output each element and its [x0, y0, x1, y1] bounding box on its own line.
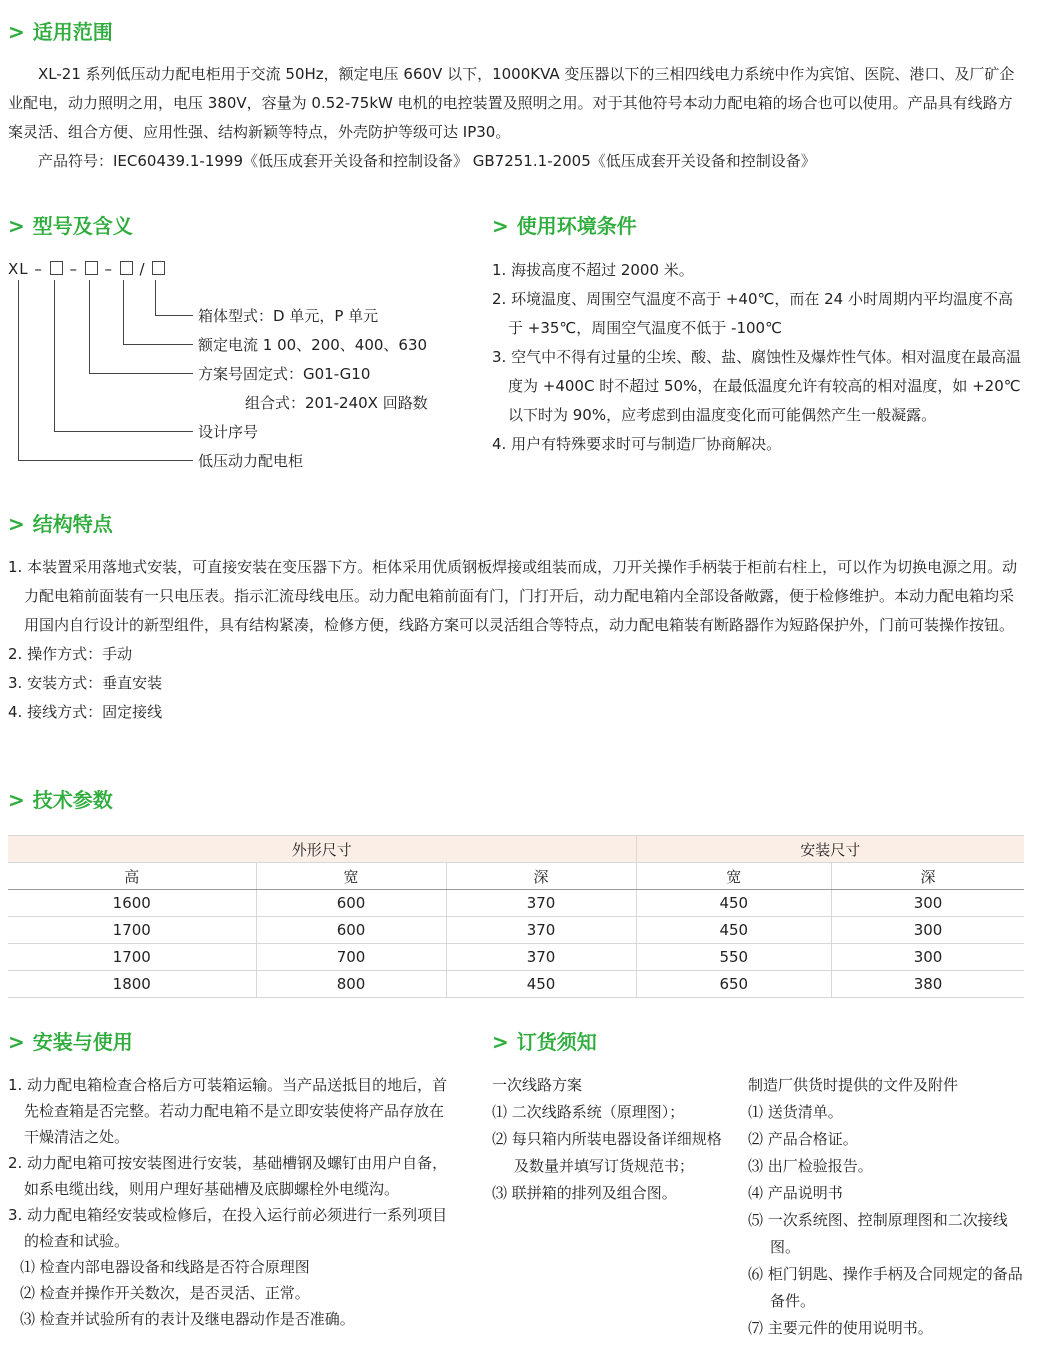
table-cell: 600 — [256, 890, 446, 917]
model-label-cabinet: 低压动力配电柜 — [198, 452, 304, 470]
table-cell: 700 — [256, 944, 446, 971]
table-column-header — [8, 863, 1024, 890]
connector-line — [18, 460, 193, 461]
table-cell: 380 — [832, 971, 1024, 998]
list-item: 3. 空气中不得有过量的尘埃、酸、盐、腐蚀性及爆炸性气体。相对温度在最高温度为 +400C 时不超过 50%，在最低温度允许有较高的相对温度，如 +20℃以下时为 90%，应考虑到由温度变化而可能偶然产生一般凝露。 — [492, 348, 1022, 424]
connector-line — [89, 373, 193, 374]
table-row — [8, 890, 1024, 917]
list-item: ⑵ 产品合格证。 — [748, 1130, 858, 1148]
model-label-design-serial: 设计序号 — [198, 423, 259, 441]
list-item: 4. 接线方式：固定接线 — [8, 703, 163, 721]
connector-line — [155, 315, 193, 316]
model-box — [85, 261, 98, 275]
section-title-scope — [8, 16, 113, 45]
chevron-right-icon: > — [8, 214, 25, 238]
table-group-header — [8, 836, 1024, 863]
list-item: ⑹ 柜门钥匙、操作手柄及合同规定的备品备件。 — [748, 1265, 1023, 1310]
section-title-text: 适用范围 — [32, 20, 113, 44]
section-title-text: 结构特点 — [32, 512, 113, 536]
connector-line — [123, 344, 193, 345]
section-title-model — [8, 210, 133, 239]
table-cell: 1600 — [8, 890, 256, 917]
order-col1-head: 一次线路方案 — [492, 1076, 583, 1094]
table-cell: 550 — [636, 944, 832, 971]
column-header: 高 — [8, 863, 256, 890]
chevron-right-icon: > — [492, 214, 509, 238]
model-label-scheme-combined: 组合式：201-240X 回路数 — [245, 394, 428, 412]
table-cell: 1700 — [8, 944, 256, 971]
list-item: 1. 本装置采用落地式安装，可直接安装在变压器下方。柜体采用优质钢板焊接或组装而成，刀开关操作手柄装于柜前右柱上，可以作为切换电源之用。动力配电箱前面装有一只电压表。指示汇流母线电压。动力配电箱前面有门，门打开后，动力配电箱内全部设备敞露，便于检修维护。本动力配电箱均采用国内自行设计的新型组件，具有结构紧凑，检修方便，线路方案可以灵活组合等特点，动力配电箱装有断路器作为短路保护外，门前可装操作按钮。 — [8, 558, 1018, 634]
list-subitem: ⑶ 检查并试验所有的表计及继电器动作是否准确。 — [20, 1310, 355, 1328]
model-label-scheme-fixed: 方案号固定式：G01-G10 — [198, 365, 371, 383]
chevron-right-icon: > — [8, 1030, 25, 1054]
model-label-rated-current: 额定电流 1 00、200、400、630 — [198, 336, 428, 354]
table-cell: 650 — [636, 971, 832, 998]
model-code: XL – – – / — [8, 260, 166, 278]
list-item: 3. 安装方式：垂直安装 — [8, 674, 163, 692]
table-cell: 300 — [832, 890, 1024, 917]
list-item: ⑺ 主要元件的使用说明书。 — [748, 1319, 933, 1337]
section-title-tech — [8, 784, 113, 813]
list-item: ⑴ 二次线路系统（原理图）； — [492, 1103, 685, 1121]
section-title-structure — [8, 508, 113, 537]
list-item: 2. 环境温度、周围空气温度不高于 +40℃，而在 24 小时周期内平均温度不高于 +35℃，周围空气温度不低于 -100℃ — [492, 290, 1013, 337]
section-title-text: 技术参数 — [32, 788, 113, 812]
structure-list — [8, 553, 1026, 727]
column-header: 宽 — [636, 863, 832, 890]
list-item: 2. 操作方式：手动 — [8, 645, 133, 663]
table-cell: 370 — [446, 944, 636, 971]
connector-line — [89, 280, 90, 373]
connector-line — [18, 280, 19, 460]
section-title-text: 安装与使用 — [32, 1030, 133, 1054]
table-cell: 800 — [256, 971, 446, 998]
column-header: 宽 — [256, 863, 446, 890]
table-cell: 1800 — [8, 971, 256, 998]
column-header: 深 — [832, 863, 1024, 890]
list-item: ⑴ 送货清单。 — [748, 1103, 843, 1121]
group-header-outline: 外形尺寸 — [8, 836, 636, 863]
table-cell: 1700 — [8, 917, 256, 944]
list-item: 1. 海拔高度不超过 2000 米。 — [492, 261, 694, 279]
connector-line — [123, 280, 124, 344]
section-title-environment — [492, 210, 637, 239]
table-row — [8, 944, 1024, 971]
environment-list — [492, 256, 1025, 459]
section-title-text: 订货须知 — [516, 1030, 597, 1054]
section-title-text: 使用环境条件 — [516, 214, 637, 238]
table-cell: 600 — [256, 917, 446, 944]
chevron-right-icon: > — [8, 20, 25, 44]
list-item: ⑶ 出厂检验报告。 — [748, 1157, 873, 1175]
table-cell: 300 — [832, 917, 1024, 944]
list-item: 4. 用户有特殊要求时可与制造厂协商解决。 — [492, 435, 782, 453]
table-cell: 300 — [832, 944, 1024, 971]
list-item: ⑷ 产品说明书 — [748, 1184, 843, 1202]
scope-text — [8, 60, 1026, 176]
table-cell: 370 — [446, 890, 636, 917]
order-column-2 — [748, 1072, 1026, 1342]
tech-params-table — [8, 835, 1024, 998]
table-row — [8, 971, 1024, 998]
model-box — [120, 261, 133, 275]
chevron-right-icon: > — [8, 512, 25, 536]
group-header-install: 安装尺寸 — [636, 836, 1024, 863]
model-code-prefix: XL — [8, 260, 29, 278]
chevron-right-icon: > — [492, 1030, 509, 1054]
list-item: ⑸ 一次系统图、控制原理图和二次接线图。 — [748, 1211, 1008, 1256]
scope-paragraph-2: 产品符号：IEC60439.1-1999《低压成套开关设备和控制设备》 GB7251.1-2005《低压成套开关设备和控制设备》 — [38, 152, 816, 170]
section-title-install — [8, 1026, 133, 1055]
connector-line — [54, 431, 193, 432]
table-cell: 450 — [446, 971, 636, 998]
table-cell: 450 — [636, 890, 832, 917]
list-item: 1. 动力配电箱检查合格后方可装箱运输。当产品送抵目的地后，首先检查箱是否完整。若动力配电箱不是立即安装使将产品存放在干燥清洁之处。 — [8, 1076, 448, 1146]
order-column-1 — [492, 1072, 732, 1207]
table-row — [8, 917, 1024, 944]
column-header: 深 — [446, 863, 636, 890]
list-item: ⑶ 联拼箱的排列及组合图。 — [492, 1184, 677, 1202]
list-subitem: ⑵ 检查并操作开关数次，是否灵活、正常。 — [20, 1284, 310, 1302]
list-item: 3. 动力配电箱经安装或检修后，在投入运行前必须进行一系列项目的检查和试验。 — [8, 1206, 448, 1250]
table-cell: 370 — [446, 917, 636, 944]
install-list — [8, 1072, 448, 1332]
table-cell: 450 — [636, 917, 832, 944]
list-subitem: ⑴ 检查内部电器设备和线路是否符合原理图 — [20, 1258, 310, 1276]
order-col2-head: 制造厂供货时提供的文件及附件 — [748, 1076, 959, 1094]
model-box — [50, 261, 63, 275]
model-box — [152, 261, 165, 275]
section-title-order — [492, 1026, 597, 1055]
scope-paragraph-1: XL-21 系列低压动力配电柜用于交流 50Hz，额定电压 660V 以下，1000KVA 变压器以下的三相四线电力系统中作为宾馆、医院、港口、及厂矿企业配电，动力照明之用，电压 380V，容量为 0.52-75kW 电机的电控装置及照明之用。对于其他符号本动力配电箱的场合也可以使用。产品具有线路方案灵活、组合方便、应用性强、结构新颖等特点，外壳防护等级可达 IP30。 — [8, 65, 1015, 141]
section-title-text: 型号及含义 — [32, 214, 133, 238]
connector-line — [155, 280, 156, 315]
connector-line — [54, 280, 55, 431]
model-label-cabinet-type: 箱体型式：D 单元，P 单元 — [198, 307, 379, 325]
list-item: ⑵ 每只箱内所装电器设备详细规格及数量并填写订货规范书； — [492, 1130, 722, 1175]
list-item: 2. 动力配电箱可按安装图进行安装，基础槽钢及螺钉由用户自备，如系电缆出线，则用户理好基础槽及底脚螺栓外电缆沟。 — [8, 1154, 448, 1198]
chevron-right-icon: > — [8, 788, 25, 812]
